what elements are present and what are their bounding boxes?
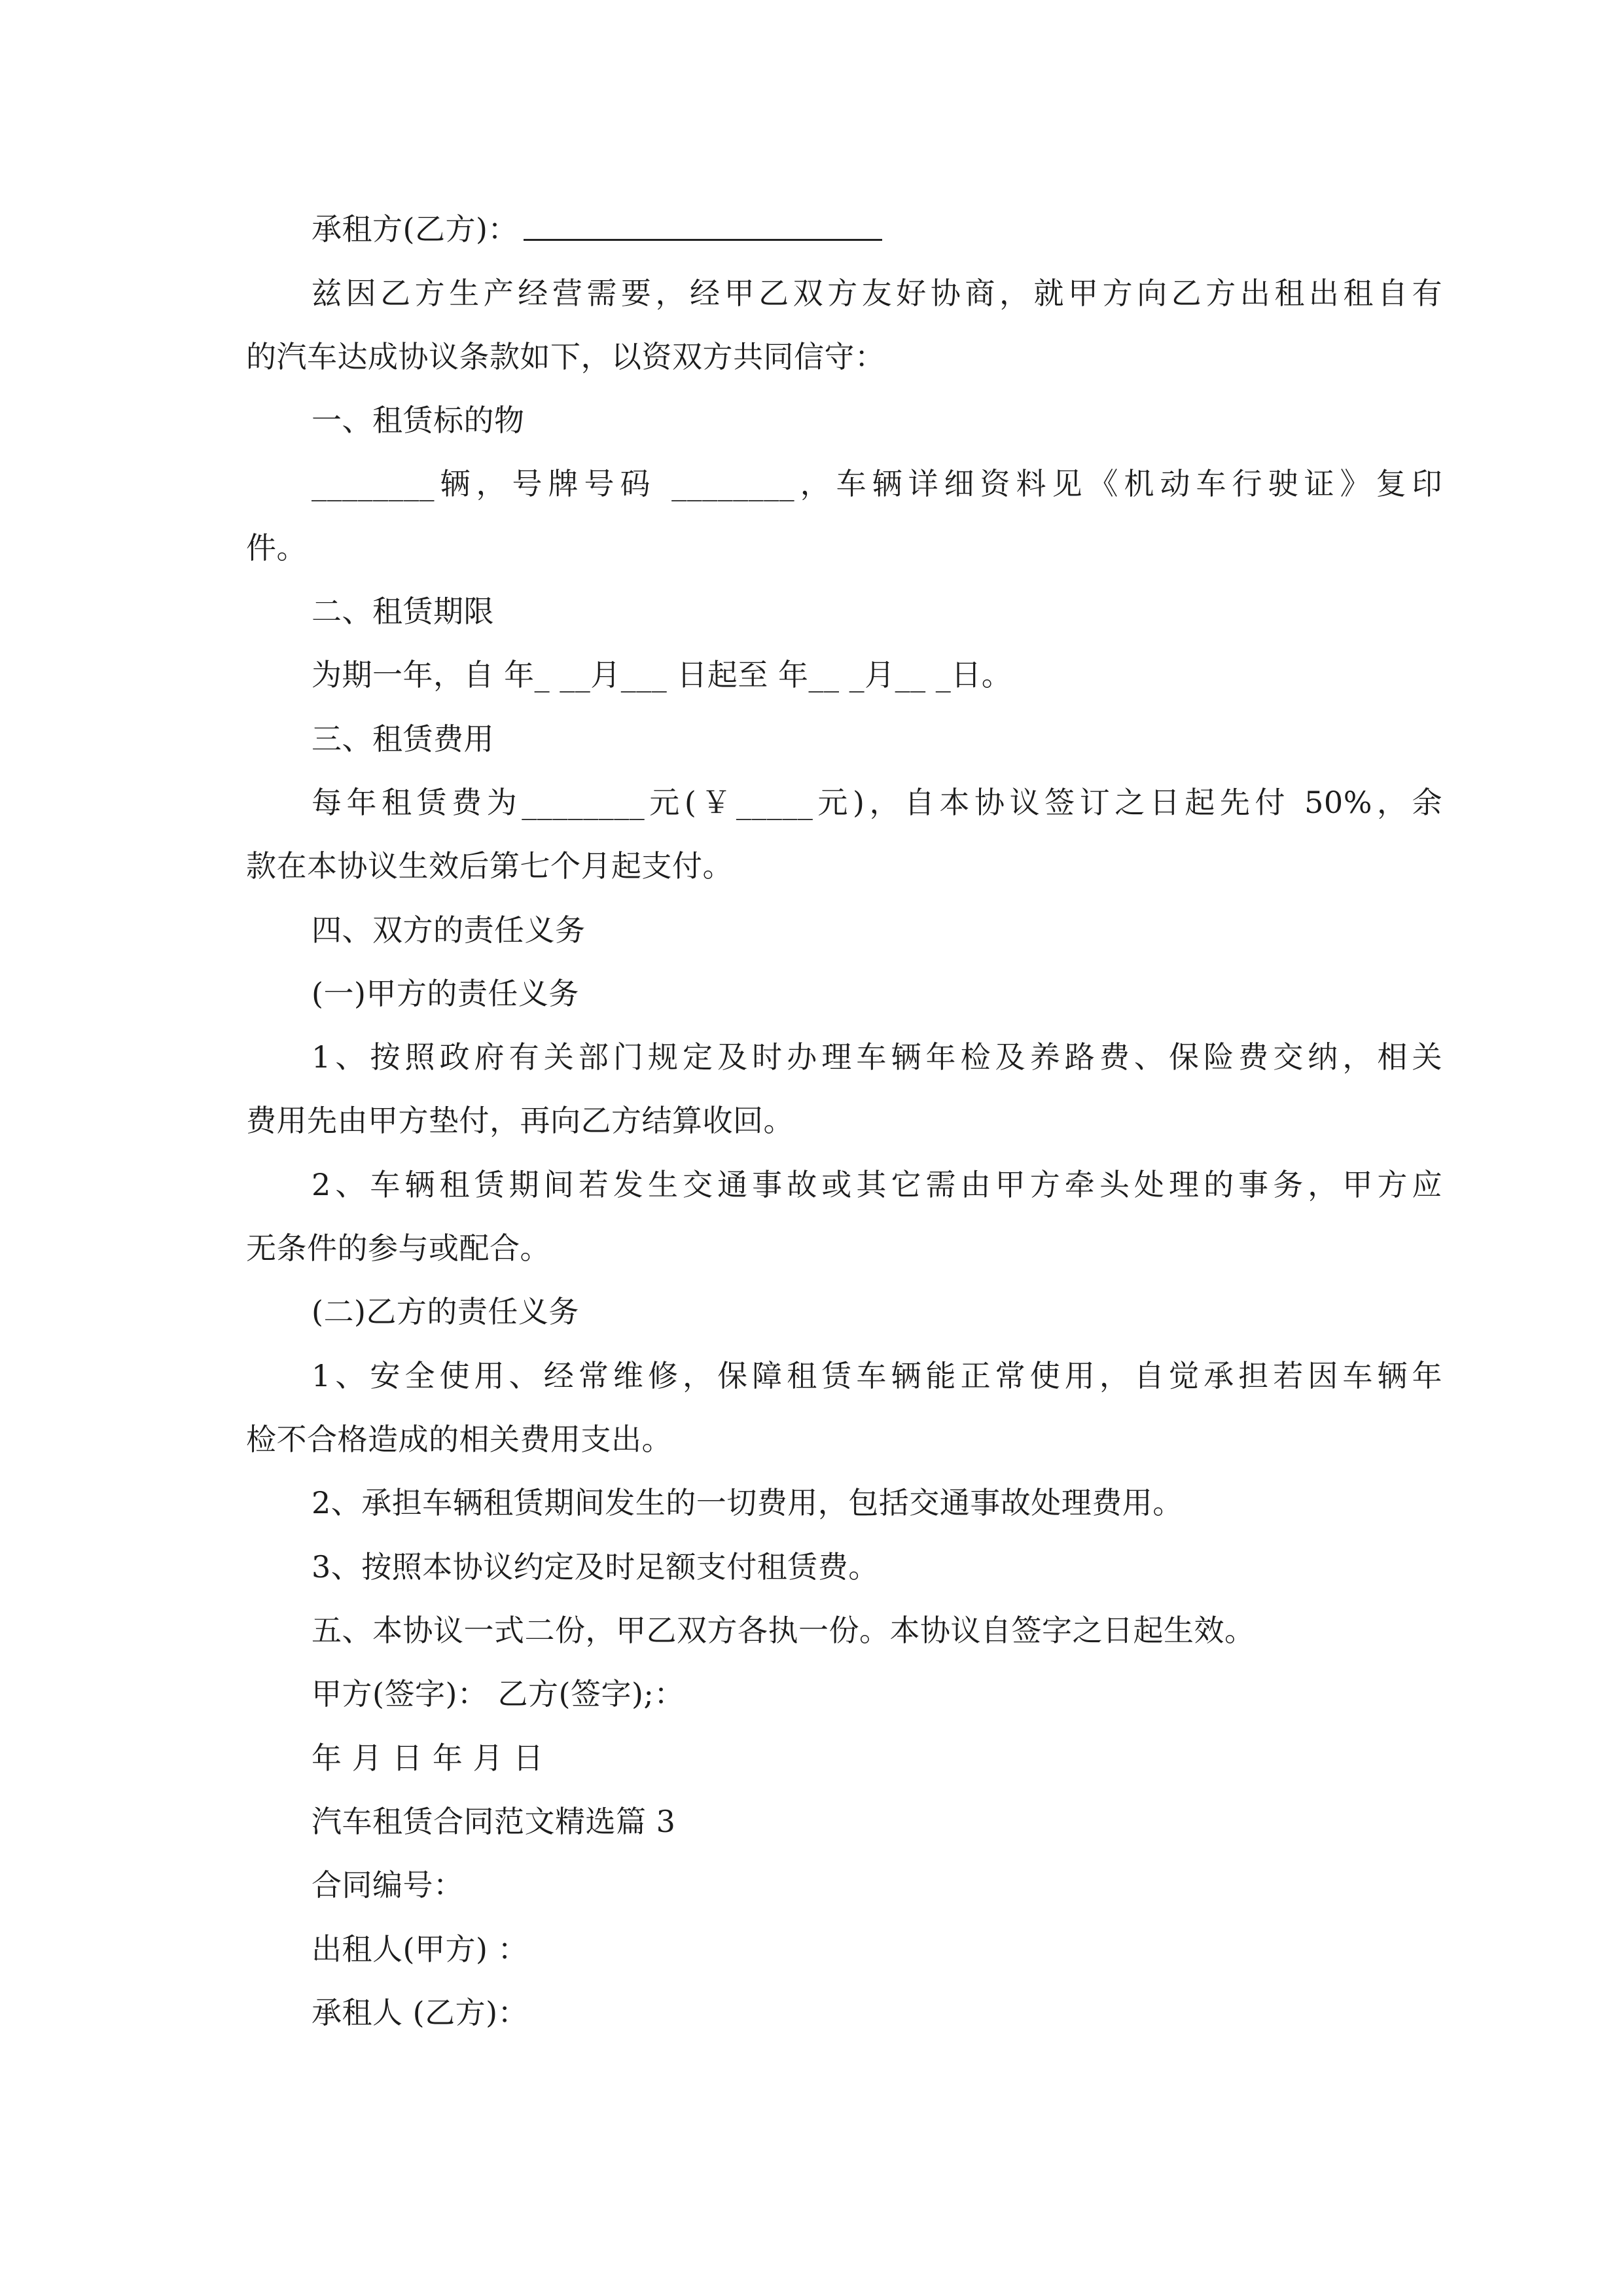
section-3-text-line-2: 款在本协议生效后第七个月起支付。	[246, 848, 733, 884]
party-a-duty-1-line-2: 费用先由甲方垫付，再向乙方结算收回。	[246, 1103, 794, 1138]
section-3-heading: 三、租赁费用	[312, 721, 494, 757]
lessee-party-b-label-2: 承租人 (乙方)：	[312, 1995, 529, 2030]
party-a-duty-2-line-1: 2、车辆租赁期间若发生交通事故或其它需由甲方牵头处理的事务，甲方应	[312, 1167, 1442, 1202]
section-1-text-line-1: ________辆，号牌号码 ________，车辆详细资料见《机动车行驶证》复印	[312, 466, 1442, 501]
party-b-duty-2: 2、承担车辆租赁期间发生的一切费用，包括交通事故处理费用。	[312, 1485, 1183, 1520]
party-a-duties-heading: (一)甲方的责任义务	[312, 976, 579, 1011]
section-2-heading: 二、租赁期限	[312, 594, 494, 629]
party-b-duties-heading: (二)乙方的责任义务	[312, 1294, 579, 1329]
contract-number-label: 合同编号：	[312, 1867, 464, 1903]
sample-3-title: 汽车租赁合同范文精选篇 3	[312, 1804, 676, 1839]
section-1-heading: 一、租赁标的物	[312, 403, 525, 438]
lessee-party-b-label: 承租方(乙方)：	[312, 211, 518, 247]
party-a-duty-1-line-1: 1、按照政府有关部门规定及时办理车辆年检及养路费、保险费交纳，相关	[312, 1039, 1442, 1075]
date-line: 年 月 日 年 月 日	[312, 1740, 544, 1776]
section-3-text-line-1: 每年租赁费为________元(￥_____元)，自本协议签订之日起先付 50%，余	[312, 785, 1442, 820]
signature-line: 甲方(签字)： 乙方(签字);：	[312, 1676, 685, 1712]
section-4-heading: 四、双方的责任义务	[312, 912, 586, 948]
party-a-duty-2-line-2: 无条件的参与或配合。	[246, 1230, 550, 1266]
preamble-line-2: 的汽车达成协议条款如下，以资双方共同信守：	[246, 339, 885, 374]
lessee-name-blank	[524, 213, 882, 241]
section-2-text: 为期一年，自 年_ __月___ 日起至 年__ _月__ _日。	[312, 657, 1012, 692]
party-b-duty-1-line-1: 1、安全使用、经常维修，保障租赁车辆能正常使用，自觉承担若因车辆年	[312, 1358, 1442, 1393]
section-5-text: 五、本协议一式二份，甲乙双方各执一份。本协议自签字之日起生效。	[312, 1613, 1255, 1648]
party-b-duty-1-line-2: 检不合格造成的相关费用支出。	[246, 1422, 672, 1457]
section-1-text-line-2: 件。	[246, 530, 307, 565]
party-b-duty-3: 3、按照本协议约定及时足额支付租赁费。	[312, 1549, 879, 1585]
preamble-line-1: 兹因乙方生产经营需要，经甲乙双方友好协商，就甲方向乙方出租出租自有	[312, 276, 1442, 311]
lessee-party-b-line	[312, 198, 1442, 261]
lessor-party-a-label: 出租人(甲方) ：	[312, 1931, 529, 1967]
